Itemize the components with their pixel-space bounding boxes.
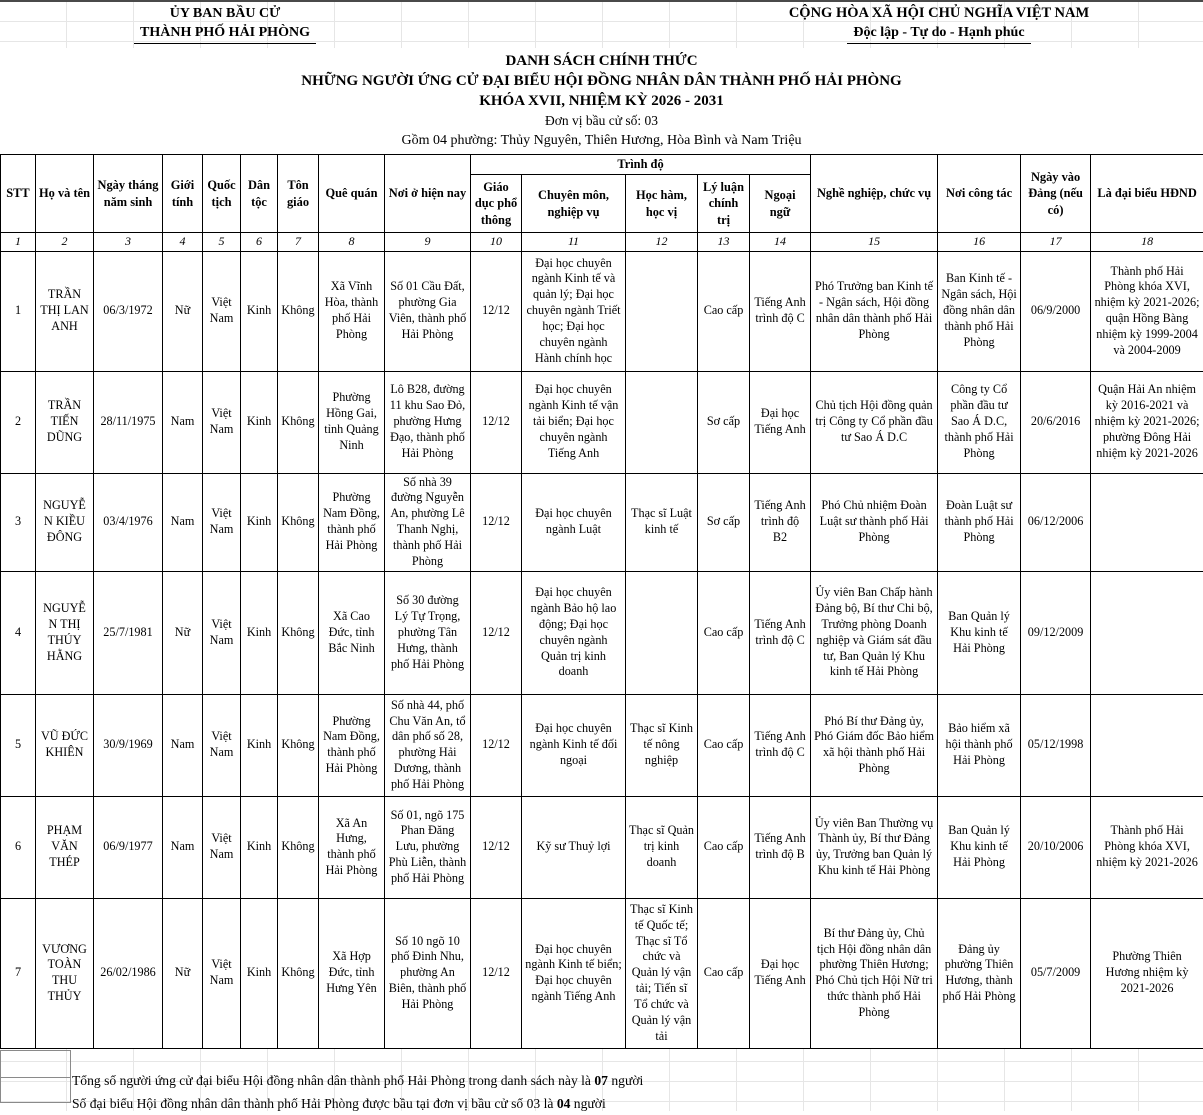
footer-band bbox=[0, 1049, 1203, 1111]
col-header-trinh-do-group: Trình độ bbox=[471, 155, 811, 175]
cell-ngay-vao-dang: 20/10/2006 bbox=[1021, 796, 1091, 898]
col-header-ngoai-ngu: Ngoại ngữ bbox=[750, 175, 811, 233]
cell-noi-cong-tac: Đoàn Luật sư thành phố Hải Phòng bbox=[938, 473, 1021, 571]
cell-noi-o-hien-nay: Số 30 đường Lý Tự Trọng, phường Tân Hưng, thành phố Hải Phòng bbox=[385, 571, 471, 694]
col-number-ngoai-ngu: 14 bbox=[750, 233, 811, 252]
title-line3: KHÓA XVII, NHIỆM KỲ 2026 - 2031 bbox=[0, 91, 1203, 111]
cell-noi-o-hien-nay: Số 01, ngõ 175 Phan Đăng Lưu, phường Phù Liễn, thành phố Hải Phòng bbox=[385, 796, 471, 898]
col-header-nghe-nghiep: Nghề nghiệp, chức vụ bbox=[811, 155, 938, 233]
cell-noi-o-hien-nay: Số 01 Cầu Đất, phường Gia Viên, thành phố Hải Phòng bbox=[385, 251, 471, 371]
col-number-ho-va-ten: 2 bbox=[36, 233, 94, 252]
cell-dan-toc: Kinh bbox=[241, 251, 278, 371]
cell-gioi-tinh: Nữ bbox=[163, 571, 203, 694]
cell-ho-va-ten: VŨ ĐỨC KHIÊN bbox=[36, 694, 94, 796]
candidate-row bbox=[1, 796, 1203, 898]
cell-nghe-nghiep-chuc-vu: Bí thư Đảng ủy, Chủ tịch Hội đồng nhân dân phường Thiên Hương; Phó Chủ tịch Hội Nữ tri thức thành phố Hải Phòng bbox=[811, 898, 938, 1048]
cell-chuyen-mon-nghiep-vu: Đại học chuyên ngành Bảo hộ lao động; Đại học chuyên ngành Quản trị kinh doanh bbox=[522, 571, 626, 694]
cell-stt: 4 bbox=[1, 571, 36, 694]
cell-ngay-sinh: 30/9/1969 bbox=[94, 694, 163, 796]
cell-gioi-tinh: Nữ bbox=[163, 251, 203, 371]
col-header-stt: STT bbox=[1, 155, 36, 233]
cell-chuyen-mon-nghiep-vu: Đại học chuyên ngành Kinh tế vận tải biển; Đại học chuyên ngành Tiếng Anh bbox=[522, 371, 626, 473]
cell-la-dai-bieu-hdnd: Phường Thiên Hương nhiệm kỳ 2021-2026 bbox=[1091, 898, 1203, 1048]
cell-quoc-tich: Việt Nam bbox=[203, 796, 241, 898]
cell-ly-luan-chinh-tri: Cao cấp bbox=[698, 898, 750, 1048]
cell-la-dai-bieu-hdnd bbox=[1091, 694, 1203, 796]
cell-ngay-sinh: 25/7/1981 bbox=[94, 571, 163, 694]
cell-que-quan: Phường Nam Đồng, thành phố Hải Phòng bbox=[319, 473, 385, 571]
title-line2: NHỮNG NGƯỜI ỨNG CỬ ĐẠI BIỂU HỘI ĐỒNG NHÂN DÂN THÀNH PHỐ HẢI PHÒNG bbox=[0, 71, 1203, 91]
col-number-ly-luan-chinh-tri: 13 bbox=[698, 233, 750, 252]
cell-la-dai-bieu-hdnd: Quận Hải An nhiệm kỳ 2016-2021 và nhiệm kỳ 2021-2026; phường Đông Hải nhiệm kỳ 2021-2026 bbox=[1091, 371, 1203, 473]
cell-ngay-sinh: 03/4/1976 bbox=[94, 473, 163, 571]
col-number-noi-cong-tac: 16 bbox=[938, 233, 1021, 252]
cell-la-dai-bieu-hdnd bbox=[1091, 571, 1203, 694]
col-header-noi-cong-tac: Nơi công tác bbox=[938, 155, 1021, 233]
total-candidates-note: Tổng số người ứng cử đại biểu Hội đồng nhân dân thành phố Hải Phòng trong danh sách này là 07 người bbox=[72, 1069, 1203, 1092]
national-motto-line2: Độc lập - Tự do - Hạnh phúc bbox=[689, 23, 1189, 44]
election-unit-line: Đơn vị bầu cử số: 03 bbox=[0, 111, 1203, 131]
col-number-quoc-tich: 5 bbox=[203, 233, 241, 252]
cell-gioi-tinh: Nam bbox=[163, 796, 203, 898]
cell-ly-luan-chinh-tri: Sơ cấp bbox=[698, 371, 750, 473]
col-header-que-quan: Quê quán bbox=[319, 155, 385, 233]
cell-giao-duc-pho-thong: 12/12 bbox=[471, 371, 522, 473]
col-number-noi-o-hien-nay: 9 bbox=[385, 233, 471, 252]
col-header-gioi-tinh: Giới tính bbox=[163, 155, 203, 233]
cell-quoc-tich: Việt Nam bbox=[203, 251, 241, 371]
org-header-left bbox=[30, 4, 420, 48]
cell-que-quan: Xã Vĩnh Hòa, thành phố Hải Phòng bbox=[319, 251, 385, 371]
cell-hoc-ham-hoc-vi bbox=[626, 571, 698, 694]
cell-nghe-nghiep-chuc-vu: Phó Chủ nhiệm Đoàn Luật sư thành phố Hải Phòng bbox=[811, 473, 938, 571]
cell-ly-luan-chinh-tri: Cao cấp bbox=[698, 251, 750, 371]
cell-gioi-tinh: Nam bbox=[163, 371, 203, 473]
wards-line: Gồm 04 phường: Thủy Nguyên, Thiên Hương, Hòa Bình và Nam Triệu bbox=[0, 131, 1203, 151]
cell-hoc-ham-hoc-vi: Thạc sĩ Kinh tế Quốc tế; Thạc sĩ Tổ chức và Quản lý vận tải; Tiến sĩ Tổ chức và Quản lý vận tải bbox=[626, 898, 698, 1048]
col-header-ton-giao: Tôn giáo bbox=[278, 155, 319, 233]
cell-nghe-nghiep-chuc-vu: Ủy viên Ban Thường vụ Thành ủy, Bí thư Đảng ủy, Trưởng ban Quản lý Khu kinh tế Hải Phòng bbox=[811, 796, 938, 898]
col-header-ly-luan: Lý luận chính trị bbox=[698, 175, 750, 233]
cell-ngay-vao-dang: 09/12/2009 bbox=[1021, 571, 1091, 694]
cell-la-dai-bieu-hdnd bbox=[1091, 473, 1203, 571]
col-header-giao-duc-pho-thong: Giáo dục phổ thông bbox=[471, 175, 522, 233]
cell-noi-cong-tac: Ban Kinh tế - Ngân sách, Hội đồng nhân dân thành phố Hải Phòng bbox=[938, 251, 1021, 371]
cell-noi-cong-tac: Công ty Cổ phần đầu tư Sao Á D.C, thành phố Hải Phòng bbox=[938, 371, 1021, 473]
candidate-row bbox=[1, 694, 1203, 796]
candidate-row bbox=[1, 371, 1203, 473]
candidate-row bbox=[1, 473, 1203, 571]
cell-ly-luan-chinh-tri: Cao cấp bbox=[698, 694, 750, 796]
col-number-giao-duc-pho-thong: 10 bbox=[471, 233, 522, 252]
cell-ngay-sinh: 06/9/1977 bbox=[94, 796, 163, 898]
cell-la-dai-bieu-hdnd: Thành phố Hải Phòng khóa XVI, nhiệm kỳ 2021-2026; quận Hồng Bàng nhiệm kỳ 1999-2004 và 2004-2009 bbox=[1091, 251, 1203, 371]
candidate-row bbox=[1, 571, 1203, 694]
cell-chuyen-mon-nghiep-vu: Đại học chuyên ngành Kinh tế đối ngoại bbox=[522, 694, 626, 796]
cell-gioi-tinh: Nữ bbox=[163, 898, 203, 1048]
col-number-ton-giao: 7 bbox=[278, 233, 319, 252]
cell-ton-giao: Không bbox=[278, 571, 319, 694]
cell-nghe-nghiep-chuc-vu: Chủ tịch Hội đồng quản trị Công ty Cổ phần đầu tư Sao Á D.C bbox=[811, 371, 938, 473]
cell-quoc-tich: Việt Nam bbox=[203, 694, 241, 796]
cell-noi-o-hien-nay: Số nhà 39 đường Nguyễn An, phường Lê Thanh Nghị, thành phố Hải Phòng bbox=[385, 473, 471, 571]
cell-chuyen-mon-nghiep-vu: Đại học chuyên ngành Luật bbox=[522, 473, 626, 571]
cell-stt: 1 bbox=[1, 251, 36, 371]
cell-ton-giao: Không bbox=[278, 371, 319, 473]
cell-dan-toc: Kinh bbox=[241, 898, 278, 1048]
cell-noi-o-hien-nay: Số nhà 44, phố Chu Văn An, tổ dân phố số 28, phường Hải Dương, thành phố Hải Phòng bbox=[385, 694, 471, 796]
cell-ton-giao: Không bbox=[278, 251, 319, 371]
cell-ngay-sinh: 06/3/1972 bbox=[94, 251, 163, 371]
cell-noi-cong-tac: Ban Quản lý Khu kinh tế Hải Phòng bbox=[938, 571, 1021, 694]
cell-ngoai-ngu: Tiếng Anh trình độ C bbox=[750, 571, 811, 694]
col-number-dan-toc: 6 bbox=[241, 233, 278, 252]
cell-ngay-vao-dang: 05/7/2009 bbox=[1021, 898, 1091, 1048]
cell-hoc-ham-hoc-vi bbox=[626, 251, 698, 371]
cell-giao-duc-pho-thong: 12/12 bbox=[471, 251, 522, 371]
cell-chuyen-mon-nghiep-vu: Kỹ sư Thuỷ lợi bbox=[522, 796, 626, 898]
col-number-gioi-tinh: 4 bbox=[163, 233, 203, 252]
cell-quoc-tich: Việt Nam bbox=[203, 898, 241, 1048]
org-header-right bbox=[689, 4, 1189, 48]
cell-ngoai-ngu: Tiếng Anh trình độ B2 bbox=[750, 473, 811, 571]
col-number-chuyen-mon-nghiep-vu: 11 bbox=[522, 233, 626, 252]
col-number-que-quan: 8 bbox=[319, 233, 385, 252]
cell-stt: 3 bbox=[1, 473, 36, 571]
cell-quoc-tich: Việt Nam bbox=[203, 571, 241, 694]
col-number-ngay-vao-dang: 17 bbox=[1021, 233, 1091, 252]
col-header-ngay-sinh: Ngày tháng năm sinh bbox=[94, 155, 163, 233]
cell-dan-toc: Kinh bbox=[241, 796, 278, 898]
empty-grid-cells bbox=[0, 1050, 71, 1103]
cell-ngay-vao-dang: 05/12/1998 bbox=[1021, 694, 1091, 796]
header-row-top bbox=[1, 155, 1203, 175]
cell-gioi-tinh: Nam bbox=[163, 694, 203, 796]
cell-ngoai-ngu: Tiếng Anh trình độ B bbox=[750, 796, 811, 898]
cell-chuyen-mon-nghiep-vu: Đại học chuyên ngành Kinh tế biển; Đại học chuyên ngành Tiếng Anh bbox=[522, 898, 626, 1048]
cell-ngoai-ngu: Đại học Tiếng Anh bbox=[750, 898, 811, 1048]
candidates-table bbox=[0, 154, 1203, 1049]
cell-quoc-tich: Việt Nam bbox=[203, 371, 241, 473]
col-number-nghe-nghiep-chuc-vu: 15 bbox=[811, 233, 938, 252]
col-number-hoc-ham-hoc-vi: 12 bbox=[626, 233, 698, 252]
col-header-ho-va-ten: Họ và tên bbox=[36, 155, 94, 233]
cell-noi-o-hien-nay: Lô B28, đường 11 khu Sao Đỏ, phường Hưng Đạo, thành phố Hải Phòng bbox=[385, 371, 471, 473]
cell-stt: 2 bbox=[1, 371, 36, 473]
col-header-noi-o-hien-nay: Nơi ở hiện nay bbox=[385, 155, 471, 233]
cell-nghe-nghiep-chuc-vu: Ủy viên Ban Chấp hành Đảng bộ, Bí thư Chi bộ, Trưởng phòng Doanh nghiệp và Giám sát đầu tư, Ban Quản lý Khu kinh tế Hải Phòng bbox=[811, 571, 938, 694]
cell-ho-va-ten: VƯƠNG TOÀN THU THỦY bbox=[36, 898, 94, 1048]
cell-ly-luan-chinh-tri: Sơ cấp bbox=[698, 473, 750, 571]
cell-ton-giao: Không bbox=[278, 473, 319, 571]
cell-ngay-sinh: 28/11/1975 bbox=[94, 371, 163, 473]
cell-giao-duc-pho-thong: 12/12 bbox=[471, 571, 522, 694]
elected-seats-note: Số đại biểu Hội đồng nhân dân thành phố Hải Phòng được bầu tại đơn vị bầu cử số 03 là 04 người bbox=[72, 1092, 1203, 1115]
candidate-row bbox=[1, 898, 1203, 1048]
cell-noi-cong-tac: Đảng ủy phường Thiên Hương, thành phố Hải Phòng bbox=[938, 898, 1021, 1048]
col-header-hoc-ham: Học hàm, học vị bbox=[626, 175, 698, 233]
candidate-row bbox=[1, 251, 1203, 371]
cell-ly-luan-chinh-tri: Cao cấp bbox=[698, 571, 750, 694]
cell-la-dai-bieu-hdnd: Thành phố Hải Phòng khóa XVI, nhiệm kỳ 2021-2026 bbox=[1091, 796, 1203, 898]
col-number-ngay-sinh: 3 bbox=[94, 233, 163, 252]
cell-ngoai-ngu: Tiếng Anh trình độ C bbox=[750, 694, 811, 796]
cell-giao-duc-pho-thong: 12/12 bbox=[471, 898, 522, 1048]
cell-ton-giao: Không bbox=[278, 796, 319, 898]
col-header-la-dai-bieu-hdnd: Là đại biểu HĐND bbox=[1091, 155, 1203, 233]
cell-giao-duc-pho-thong: 12/12 bbox=[471, 796, 522, 898]
cell-hoc-ham-hoc-vi: Thạc sĩ Kinh tế nông nghiệp bbox=[626, 694, 698, 796]
cell-giao-duc-pho-thong: 12/12 bbox=[471, 473, 522, 571]
cell-dan-toc: Kinh bbox=[241, 371, 278, 473]
cell-que-quan: Xã An Hưng, thành phố Hải Phòng bbox=[319, 796, 385, 898]
cell-ho-va-ten: NGUYỄN KIỀU ĐÔNG bbox=[36, 473, 94, 571]
cell-ho-va-ten: TRẦN TIẾN DŨNG bbox=[36, 371, 94, 473]
summary-notes bbox=[0, 1049, 1203, 1115]
cell-ho-va-ten: PHẠM VĂN THÉP bbox=[36, 796, 94, 898]
col-number-la-dai-bieu-hdnd: 18 bbox=[1091, 233, 1203, 252]
cell-ngoai-ngu: Đại học Tiếng Anh bbox=[750, 371, 811, 473]
col-header-ngay-vao-dang: Ngày vào Đảng (nếu có) bbox=[1021, 155, 1091, 233]
cell-dan-toc: Kinh bbox=[241, 694, 278, 796]
cell-stt: 6 bbox=[1, 796, 36, 898]
cell-gioi-tinh: Nam bbox=[163, 473, 203, 571]
col-header-quoc-tich: Quốc tịch bbox=[203, 155, 241, 233]
cell-ngay-vao-dang: 06/12/2006 bbox=[1021, 473, 1091, 571]
cell-ho-va-ten: TRẦN THỊ LAN ANH bbox=[36, 251, 94, 371]
cell-noi-cong-tac: Bảo hiểm xã hội thành phố Hải Phòng bbox=[938, 694, 1021, 796]
org-left-line1: ỦY BAN BẦU CỬ bbox=[30, 4, 420, 23]
title-line1: DANH SÁCH CHÍNH THỨC bbox=[0, 51, 1203, 71]
col-header-dan-toc: Dân tộc bbox=[241, 155, 278, 233]
cell-dan-toc: Kinh bbox=[241, 571, 278, 694]
cell-stt: 7 bbox=[1, 898, 36, 1048]
org-left-line2: THÀNH PHỐ HẢI PHÒNG bbox=[30, 23, 420, 44]
cell-quoc-tich: Việt Nam bbox=[203, 473, 241, 571]
cell-noi-o-hien-nay: Số 10 ngõ 10 phố Đinh Nhu, phường An Biên, thành phố Hải Phòng bbox=[385, 898, 471, 1048]
cell-hoc-ham-hoc-vi: Thạc sĩ Quản trị kinh doanh bbox=[626, 796, 698, 898]
cell-que-quan: Phường Nam Đồng, thành phố Hải Phòng bbox=[319, 694, 385, 796]
cell-chuyen-mon-nghiep-vu: Đại học chuyên ngành Kinh tế và quản lý; Đại học chuyên ngành Triết học; Đại học chuyên ngành Hành chính học bbox=[522, 251, 626, 371]
column-number-row bbox=[1, 233, 1203, 252]
cell-ngoai-ngu: Tiếng Anh trình độ C bbox=[750, 251, 811, 371]
cell-ngay-sinh: 26/02/1986 bbox=[94, 898, 163, 1048]
cell-ly-luan-chinh-tri: Cao cấp bbox=[698, 796, 750, 898]
col-header-chuyen-mon: Chuyên môn, nghiệp vụ bbox=[522, 175, 626, 233]
cell-ton-giao: Không bbox=[278, 694, 319, 796]
national-motto-line1: CỘNG HÒA XÃ HỘI CHỦ NGHĨA VIỆT NAM bbox=[689, 4, 1189, 23]
cell-ho-va-ten: NGUYỄN THỊ THÚY HẰNG bbox=[36, 571, 94, 694]
cell-stt: 5 bbox=[1, 694, 36, 796]
cell-que-quan: Xã Cao Đức, tỉnh Bắc Ninh bbox=[319, 571, 385, 694]
cell-ngay-vao-dang: 20/6/2016 bbox=[1021, 371, 1091, 473]
cell-hoc-ham-hoc-vi: Thạc sĩ Luật kinh tế bbox=[626, 473, 698, 571]
table-body bbox=[1, 251, 1203, 1048]
col-number-stt: 1 bbox=[1, 233, 36, 252]
cell-que-quan: Xã Hợp Đức, tỉnh Hưng Yên bbox=[319, 898, 385, 1048]
cell-hoc-ham-hoc-vi bbox=[626, 371, 698, 473]
cell-nghe-nghiep-chuc-vu: Phó Bí thư Đảng ủy, Phó Giám đốc Bảo hiểm xã hội thành phố Hải Phòng bbox=[811, 694, 938, 796]
cell-que-quan: Phường Hồng Gai, tỉnh Quảng Ninh bbox=[319, 371, 385, 473]
cell-ton-giao: Không bbox=[278, 898, 319, 1048]
cell-noi-cong-tac: Ban Quản lý Khu kinh tế Hải Phòng bbox=[938, 796, 1021, 898]
document-title-block bbox=[0, 48, 1203, 154]
cell-giao-duc-pho-thong: 12/12 bbox=[471, 694, 522, 796]
cell-dan-toc: Kinh bbox=[241, 473, 278, 571]
cell-ngay-vao-dang: 06/9/2000 bbox=[1021, 251, 1091, 371]
document-letterhead bbox=[0, 2, 1203, 48]
cell-nghe-nghiep-chuc-vu: Phó Trưởng ban Kinh tế - Ngân sách, Hội đồng nhân dân thành phố Hải Phòng bbox=[811, 251, 938, 371]
